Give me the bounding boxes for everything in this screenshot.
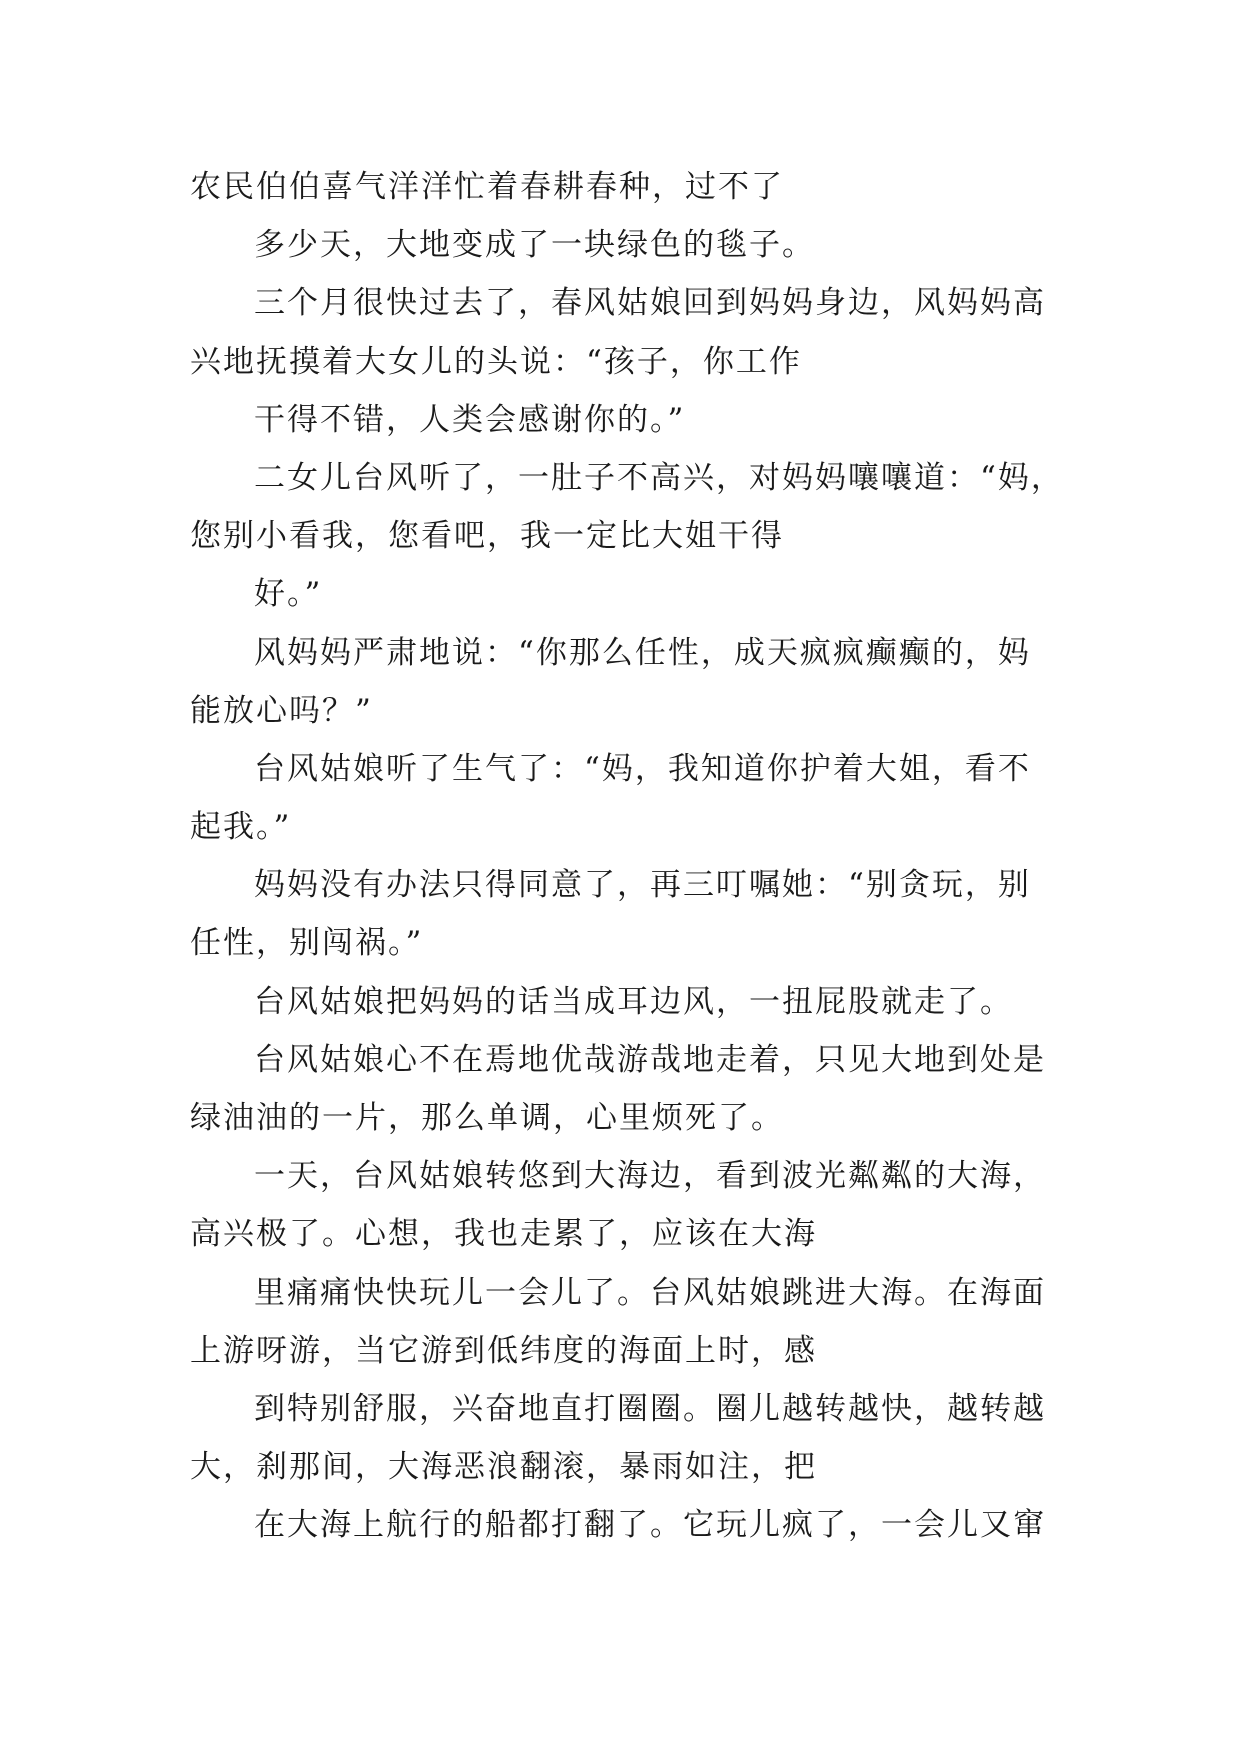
text-line: 在大海上航行的船都打翻了。它玩儿疯了，一会儿又窜: [254, 1507, 1046, 1544]
body-text: [190, 158, 1064, 1555]
text-line: 台风姑娘心不在焉地优哉游哉地走着，只见大地到处是: [254, 1041, 1046, 1078]
text-line: 绿油油的一片，那么单调，心里烦死了。: [190, 1100, 784, 1136]
text-line: 任性，别闯祸。”: [190, 925, 424, 962]
text-line: 能放心吗？”: [190, 692, 373, 729]
text-line: 到特别舒服，兴奋地直打圈圈。圈儿越转越快，越转越: [254, 1390, 1046, 1427]
text-line: 农民伯伯喜气洋洋忙着春耕春种，过不了: [190, 169, 784, 205]
text-line: 您别小看我，您看吧，我一定比大姐干得: [190, 518, 784, 555]
text-line: 上游呀游，当它游到低纬度的海面上时，感: [190, 1332, 817, 1369]
text-line: 大，刹那间，大海恶浪翻滚，暴雨如注，把: [190, 1449, 817, 1486]
text-line: 台风姑娘把妈妈的话当成耳边风，一扭屁股就走了。: [254, 983, 1013, 1020]
text-line: 三个月很快过去了，春风姑娘回到妈妈身边，风妈妈高: [254, 285, 1046, 322]
text-line: 二女儿台风听了，一肚子不高兴，对妈妈嚷嚷道：“妈，: [254, 459, 1064, 496]
text-line: 里痛痛快快玩儿一会儿了。台风姑娘跳进大海。在海面: [254, 1274, 1046, 1311]
text-line: 风妈妈严肃地说：“你那么任性，成天疯疯癫癫的，妈: [254, 634, 1031, 671]
text-line: 多少天，大地变成了一块绿色的毯子。: [254, 227, 815, 264]
text-line: 台风姑娘听了生气了：“妈，我知道你护着大姐，看不: [254, 750, 1031, 787]
text-line: 兴地抚摸着大女儿的头说：“孩子，你工作: [190, 343, 802, 380]
text-line: 妈妈没有办法只得同意了，再三叮嘱她：“别贪玩，别: [254, 867, 1031, 904]
text-line: 一天，台风姑娘转悠到大海边，看到波光粼粼的大海，: [254, 1158, 1046, 1195]
text-line: 起我。”: [190, 809, 292, 846]
text-line: 好。”: [254, 576, 323, 613]
text-line: 干得不错，人类会感谢你的。”: [254, 401, 686, 438]
text-line: 高兴极了。心想，我也走累了，应该在大海: [190, 1216, 817, 1253]
